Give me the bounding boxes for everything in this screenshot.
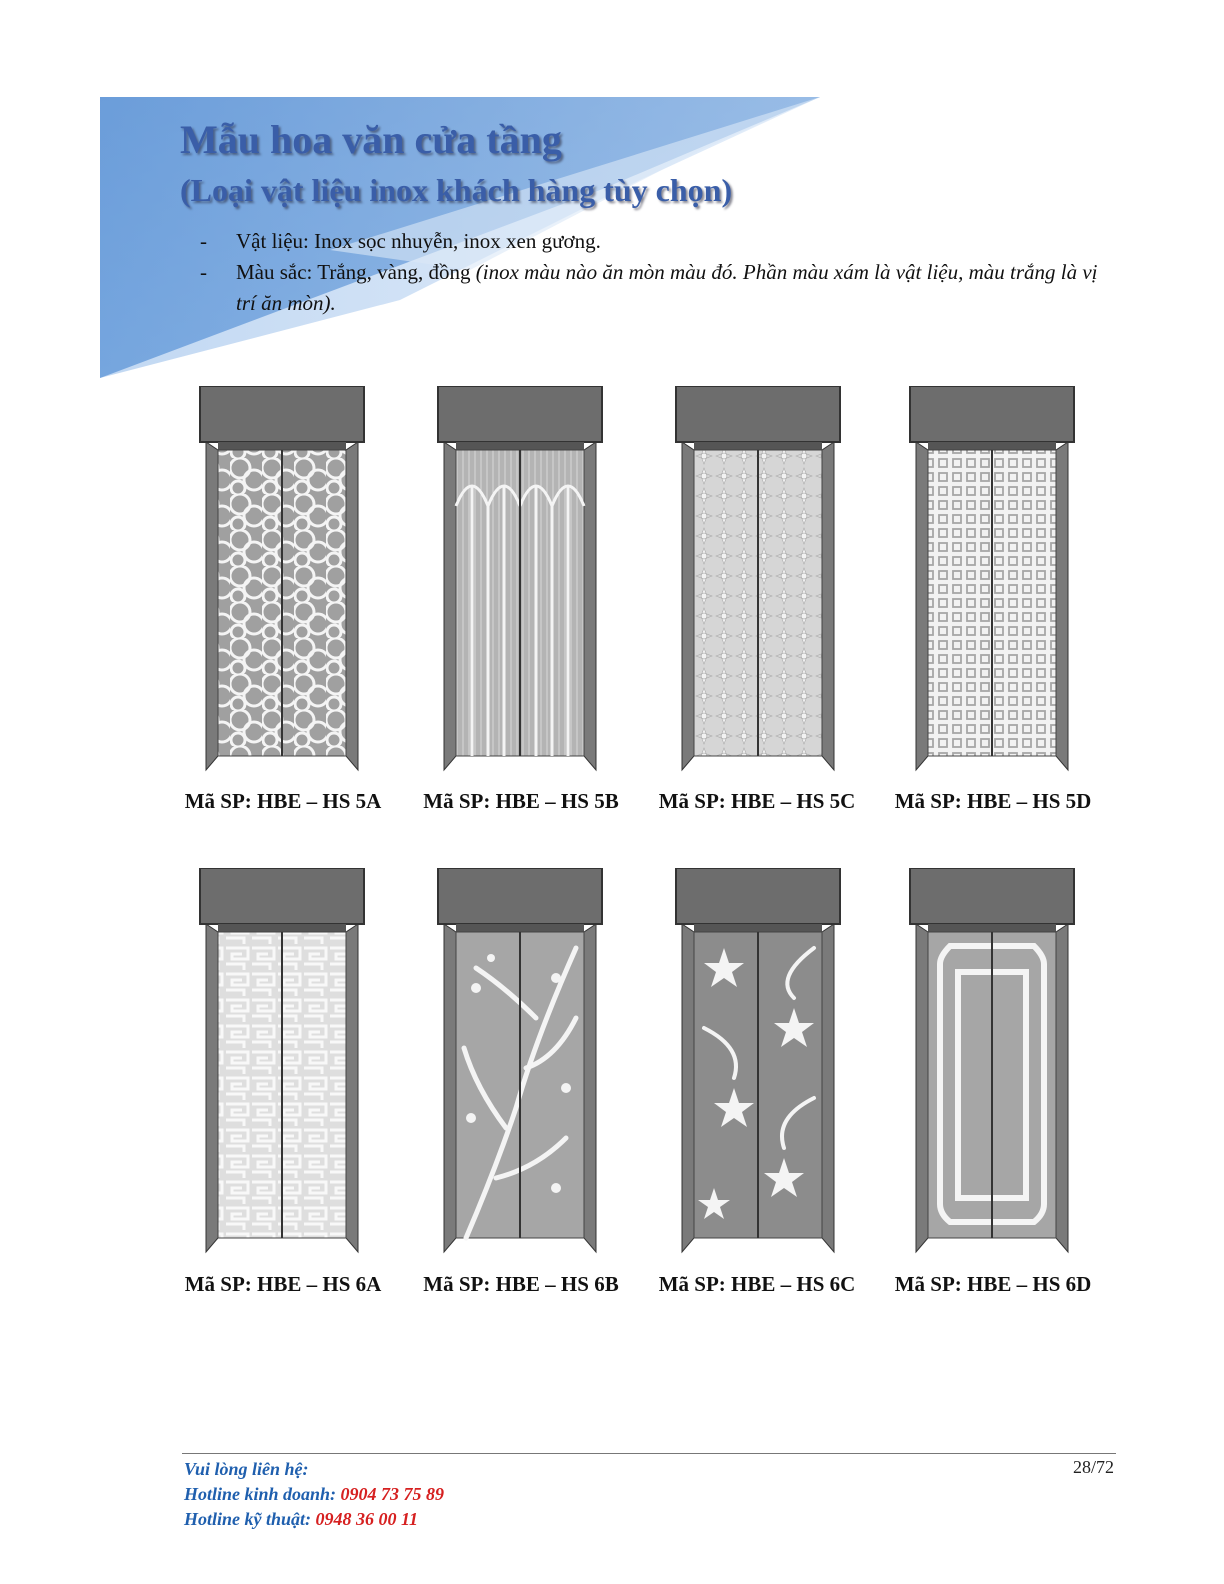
product-code: Mã SP: HBE – HS 6B (423, 1272, 619, 1296)
spec-color-text: Màu sắc: Trắng, vàng, đồng (236, 260, 476, 284)
door-hs-5d (908, 386, 1078, 776)
product-code: Mã SP: HBE – HS 5D (894, 789, 1092, 813)
gothic-arch-icon (436, 386, 606, 776)
product-code: Mã SP: HBE – HS 5A (184, 789, 382, 813)
sales-hotline-number[interactable]: 0904 73 75 89 (340, 1484, 445, 1504)
product-code: Mã SP: HBE – HS 5C (658, 789, 856, 813)
door-hs-6c (674, 868, 844, 1258)
spec-material-text: Vật liệu: Inox sọc nhuyễn, inox xen gương. (236, 229, 601, 253)
sales-hotline-label: Hotline kinh doanh: (184, 1484, 341, 1504)
floral-mesh-icon (674, 386, 844, 776)
bullet-dash: - (200, 260, 207, 284)
door-hs-5a (198, 386, 368, 776)
product-code: Mã SP: HBE – HS 6C (658, 1272, 856, 1296)
tech-hotline-number[interactable]: 0948 36 00 11 (315, 1509, 419, 1529)
door-hs-6b (436, 868, 606, 1258)
tech-hotline (184, 1507, 444, 1532)
contact-footer (184, 1457, 444, 1532)
branch-icon (436, 868, 606, 1258)
product-code: Mã SP: HBE – HS 6D (894, 1272, 1092, 1296)
door-hs-5c (674, 386, 844, 776)
page-subtitle: (Loại vật liệu inox khách hàng tùy chọn) (180, 172, 733, 208)
circles-icon (198, 386, 368, 776)
sales-hotline (184, 1482, 444, 1507)
door-hs-5b (436, 386, 606, 776)
square-grid-icon (908, 386, 1078, 776)
frame-panel-icon (908, 868, 1078, 1258)
footer-divider (182, 1453, 1116, 1454)
greek-key-icon (198, 868, 368, 1258)
page-number: 28/72 (1072, 1457, 1114, 1477)
stars-vines-icon (674, 868, 844, 1258)
product-code: Mã SP: HBE – HS 5B (423, 789, 619, 813)
product-code: Mã SP: HBE – HS 6A (184, 1272, 382, 1296)
door-hs-6d (908, 868, 1078, 1258)
page-title: Mẫu hoa văn cửa tầng (180, 117, 562, 162)
bullet-dash: - (200, 229, 207, 253)
door-hs-6a (198, 868, 368, 1258)
spec-color-note: (inox màu nào ăn mòn màu đó. Phần màu xám là vật liệu, màu trắng là vị trí ăn mòn). (236, 260, 1098, 315)
tech-hotline-label: Hotline kỹ thuật: (184, 1509, 316, 1529)
contact-label: Vui lòng liên hệ: (184, 1459, 309, 1479)
